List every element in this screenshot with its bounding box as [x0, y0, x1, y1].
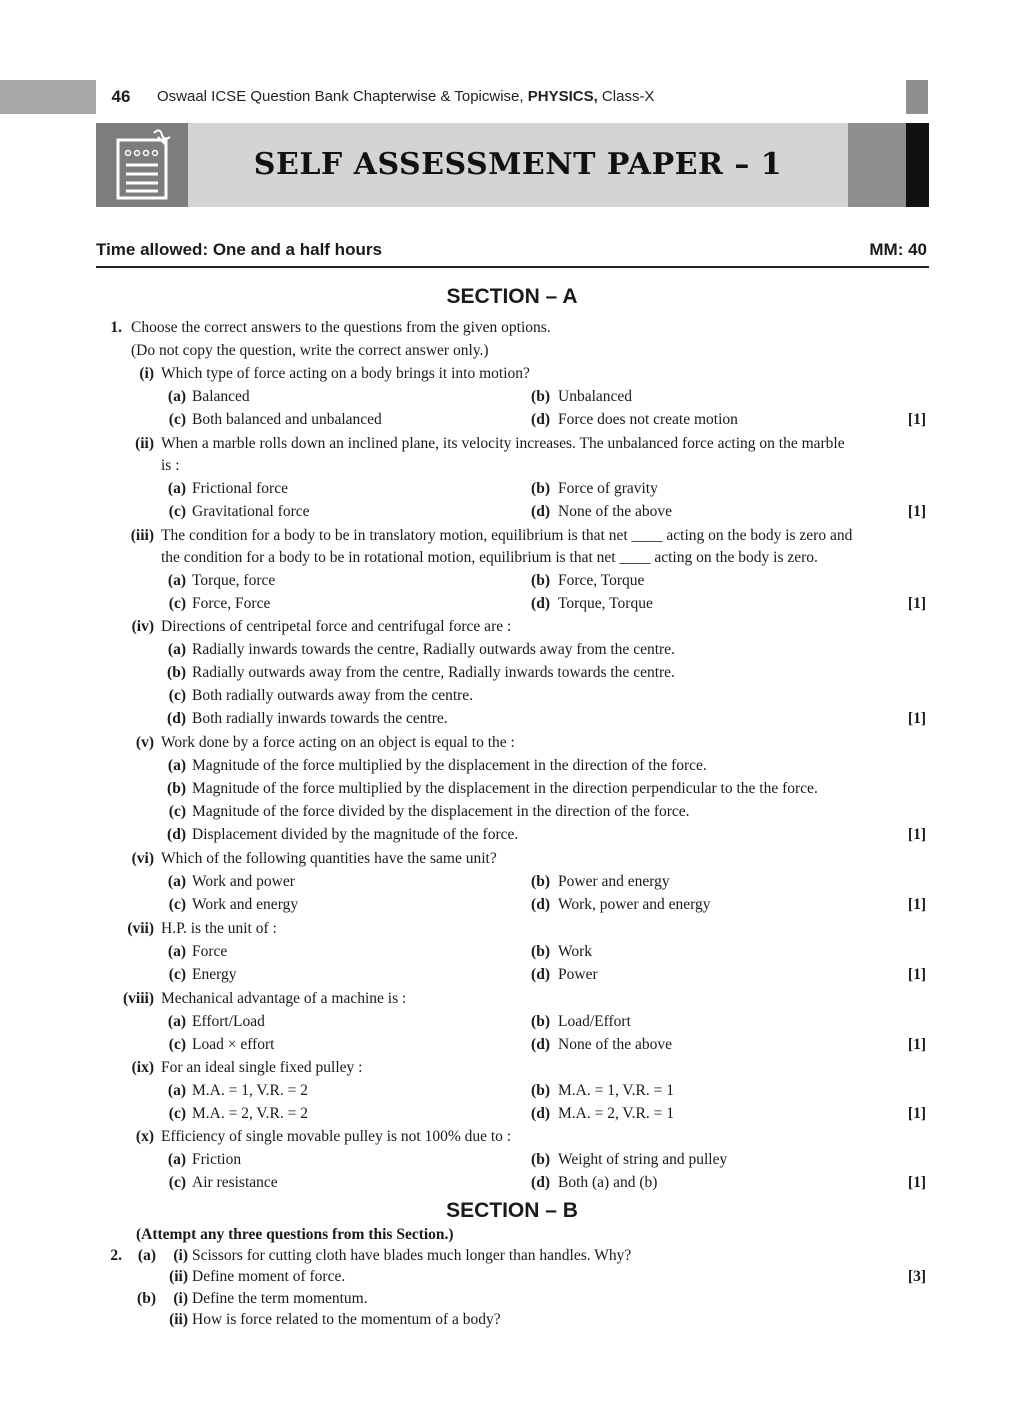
option-label: (c) [168, 1105, 186, 1122]
option-label: (d) [531, 966, 550, 983]
option-label: (d) [167, 710, 186, 727]
question-note: (Do not copy the question, write the correct answer only.) [131, 342, 489, 359]
option-label: (a) [167, 641, 186, 658]
option-a: Radially inwards towards the centre, Radially outwards away from the centre. [192, 641, 675, 658]
option-b: Unbalanced [558, 388, 633, 405]
part-label: (iv) [131, 618, 154, 635]
part-label: (v) [135, 734, 154, 751]
option-a: Force [192, 943, 228, 960]
option-label: (d) [167, 826, 186, 843]
part-label: (vi) [131, 850, 154, 867]
question-text: H.P. is the unit of : [161, 920, 277, 937]
part-label: (iii) [130, 527, 154, 544]
option-label: (b) [167, 780, 186, 797]
option-label: (b) [167, 664, 186, 681]
page-number: 46 [96, 80, 146, 114]
exam-meta-row [96, 238, 929, 268]
option-label: (b) [531, 1151, 550, 1168]
option-label: (c) [168, 687, 186, 704]
option-label: (b) [531, 1013, 550, 1030]
option-c: Air resistance [192, 1174, 278, 1191]
question-text: When a marble rolls down an inclined plane, its velocity increases. The unbalanced force acting on the marble [161, 435, 845, 452]
part-label: (x) [135, 1128, 154, 1145]
question-text: Define the term momentum. [192, 1290, 368, 1307]
option-label: (d) [531, 1174, 550, 1191]
option-label: (b) [531, 388, 550, 405]
option-label: (a) [167, 1013, 186, 1030]
marks-badge: [1] [907, 826, 926, 843]
option-a: Work and power [192, 873, 295, 890]
option-label: (a) [167, 1082, 186, 1099]
part-label: (i) [139, 365, 154, 382]
option-d: Force does not create motion [558, 411, 738, 428]
option-d: Both radially inwards towards the centre. [192, 710, 448, 727]
question-number: 1. [110, 319, 122, 336]
marks-badge: [1] [907, 966, 926, 983]
max-marks: MM: 40 [869, 240, 927, 259]
option-label: (c) [168, 896, 186, 913]
option-label: (b) [531, 1082, 550, 1099]
option-label: (c) [168, 595, 186, 612]
question-text: For an ideal single fixed pulley : [161, 1059, 363, 1076]
part-label: (i) [173, 1247, 188, 1264]
option-d: Power [558, 966, 598, 983]
paper-title: SELF ASSESSMENT PAPER – 1 [253, 147, 783, 182]
question-text-continued: is : [161, 457, 180, 474]
part-label: (ii) [135, 435, 154, 452]
question-text: How is force related to the momentum of a body? [192, 1311, 501, 1328]
part-label: (ii) [169, 1311, 188, 1328]
option-label: (d) [531, 1105, 550, 1122]
option-label: (c) [168, 1174, 186, 1191]
option-b: M.A. = 1, V.R. = 1 [558, 1082, 674, 1099]
option-a: M.A. = 1, V.R. = 2 [192, 1082, 308, 1099]
part-label: (vii) [127, 920, 154, 937]
part-label: (i) [173, 1290, 188, 1307]
marks-badge: [1] [907, 896, 926, 913]
option-label: (d) [531, 503, 550, 520]
option-label: (d) [531, 411, 550, 428]
option-b: Power and energy [558, 873, 670, 890]
question-text: Efficiency of single movable pulley is not 100% due to : [161, 1128, 512, 1145]
question-text: Define moment of force. [192, 1268, 346, 1285]
option-label: (b) [531, 480, 550, 497]
option-label: (b) [531, 873, 550, 890]
option-c: Force, Force [192, 595, 271, 612]
question-text-continued: the condition for a body to be in rotational motion, equilibrium is that net ____ acting on the body is zero. [161, 549, 818, 566]
option-label: (a) [167, 480, 186, 497]
option-label: (a) [167, 388, 186, 405]
header-bar-left [0, 80, 96, 114]
option-a: Friction [192, 1151, 242, 1168]
banner-accent-gray [848, 123, 906, 207]
marks-badge: [1] [907, 503, 926, 520]
option-b: Load/Effort [558, 1013, 631, 1030]
subquestion-label: (a) [137, 1247, 156, 1264]
option-label: (b) [531, 572, 550, 589]
section-b-instruction: (Attempt any three questions from this Section.) [136, 1226, 454, 1243]
question-text: Directions of centripetal force and centrifugal force are : [161, 618, 512, 635]
option-label: (c) [168, 803, 186, 820]
marks-badge: [3] [907, 1268, 926, 1285]
marks-badge: [1] [907, 1105, 926, 1122]
header-bar-right [906, 80, 928, 114]
question-text: Work done by a force acting on an object is equal to the : [161, 734, 515, 751]
time-allowed: Time allowed: One and a half hours [96, 240, 382, 259]
option-b: Radially outwards away from the centre, Radially inwards towards the centre. [192, 664, 675, 681]
question-text: Choose the correct answers to the questions from the given options. [131, 319, 551, 336]
option-c: Gravitational force [192, 503, 310, 520]
option-label: (a) [167, 943, 186, 960]
option-label: (c) [168, 411, 186, 428]
option-d: Both (a) and (b) [558, 1174, 658, 1191]
option-b: Work [558, 943, 593, 960]
option-b: Force of gravity [558, 480, 658, 497]
exam-paper-icon [96, 123, 188, 207]
option-d: M.A. = 2, V.R. = 1 [558, 1105, 674, 1122]
part-label: (viii) [123, 990, 154, 1007]
marks-badge: [1] [907, 1174, 926, 1191]
running-head-prefix: Oswaal ICSE Question Bank Chapterwise & Topicwise, [157, 88, 528, 105]
question-text: Which type of force acting on a body brings it into motion? [161, 365, 530, 382]
option-d: Displacement divided by the magnitude of the force. [192, 826, 519, 843]
option-label: (a) [167, 873, 186, 890]
option-b: Weight of string and pulley [558, 1151, 728, 1168]
option-d: None of the above [558, 503, 673, 520]
option-label: (a) [167, 572, 186, 589]
option-a: Frictional force [192, 480, 288, 497]
option-label: (b) [531, 943, 550, 960]
option-d: Torque, Torque [558, 595, 653, 612]
question-text: Scissors for cutting cloth have blades much longer than handles. Why? [192, 1247, 632, 1264]
question-number: 2. [110, 1247, 122, 1264]
marks-badge: [1] [907, 595, 926, 612]
running-head-suffix: Class-X [597, 88, 655, 105]
option-label: (a) [167, 757, 186, 774]
option-a: Effort/Load [192, 1013, 265, 1030]
subquestion-label: (b) [137, 1290, 156, 1307]
option-b: Force, Torque [558, 572, 645, 589]
part-label: (ix) [131, 1059, 154, 1076]
section-b-heading: SECTION – B [446, 1199, 578, 1222]
question-text: Which of the following quantities have the same unit? [161, 850, 497, 867]
option-label: (d) [531, 896, 550, 913]
option-a: Magnitude of the force multiplied by the displacement in the direction of the force. [192, 757, 707, 774]
marks-badge: [1] [907, 710, 926, 727]
option-c: Both radially outwards away from the centre. [192, 687, 474, 704]
marks-badge: [1] [907, 1036, 926, 1053]
option-label: (d) [531, 595, 550, 612]
option-b: Magnitude of the force multiplied by the displacement in the direction perpendicular to the the force. [192, 780, 818, 797]
title-banner [96, 123, 929, 207]
option-label: (a) [167, 1151, 186, 1168]
option-c: Energy [192, 966, 237, 983]
option-a: Balanced [192, 388, 250, 405]
option-label: (c) [168, 1036, 186, 1053]
running-head-subject: PHYSICS, [527, 88, 598, 105]
option-c: M.A. = 2, V.R. = 2 [192, 1105, 308, 1122]
section-a-heading: SECTION – A [446, 285, 578, 308]
option-c: Magnitude of the force divided by the displacement in the direction of the force. [192, 803, 690, 820]
option-d: None of the above [558, 1036, 673, 1053]
option-c: Both balanced and unbalanced [192, 411, 382, 428]
option-a: Torque, force [192, 572, 276, 589]
part-label: (ii) [169, 1268, 188, 1285]
banner-accent-black [906, 123, 929, 207]
option-label: (d) [531, 1036, 550, 1053]
marks-badge: [1] [907, 411, 926, 428]
option-label: (c) [168, 503, 186, 520]
running-head [157, 80, 654, 114]
option-d: Work, power and energy [558, 896, 711, 913]
option-label: (c) [168, 966, 186, 983]
question-text: The condition for a body to be in translatory motion, equilibrium is that net ____ acting on the body is zero and [161, 527, 853, 544]
option-c: Work and energy [192, 896, 299, 913]
question-text: Mechanical advantage of a machine is : [161, 990, 407, 1007]
option-c: Load × effort [192, 1036, 275, 1053]
